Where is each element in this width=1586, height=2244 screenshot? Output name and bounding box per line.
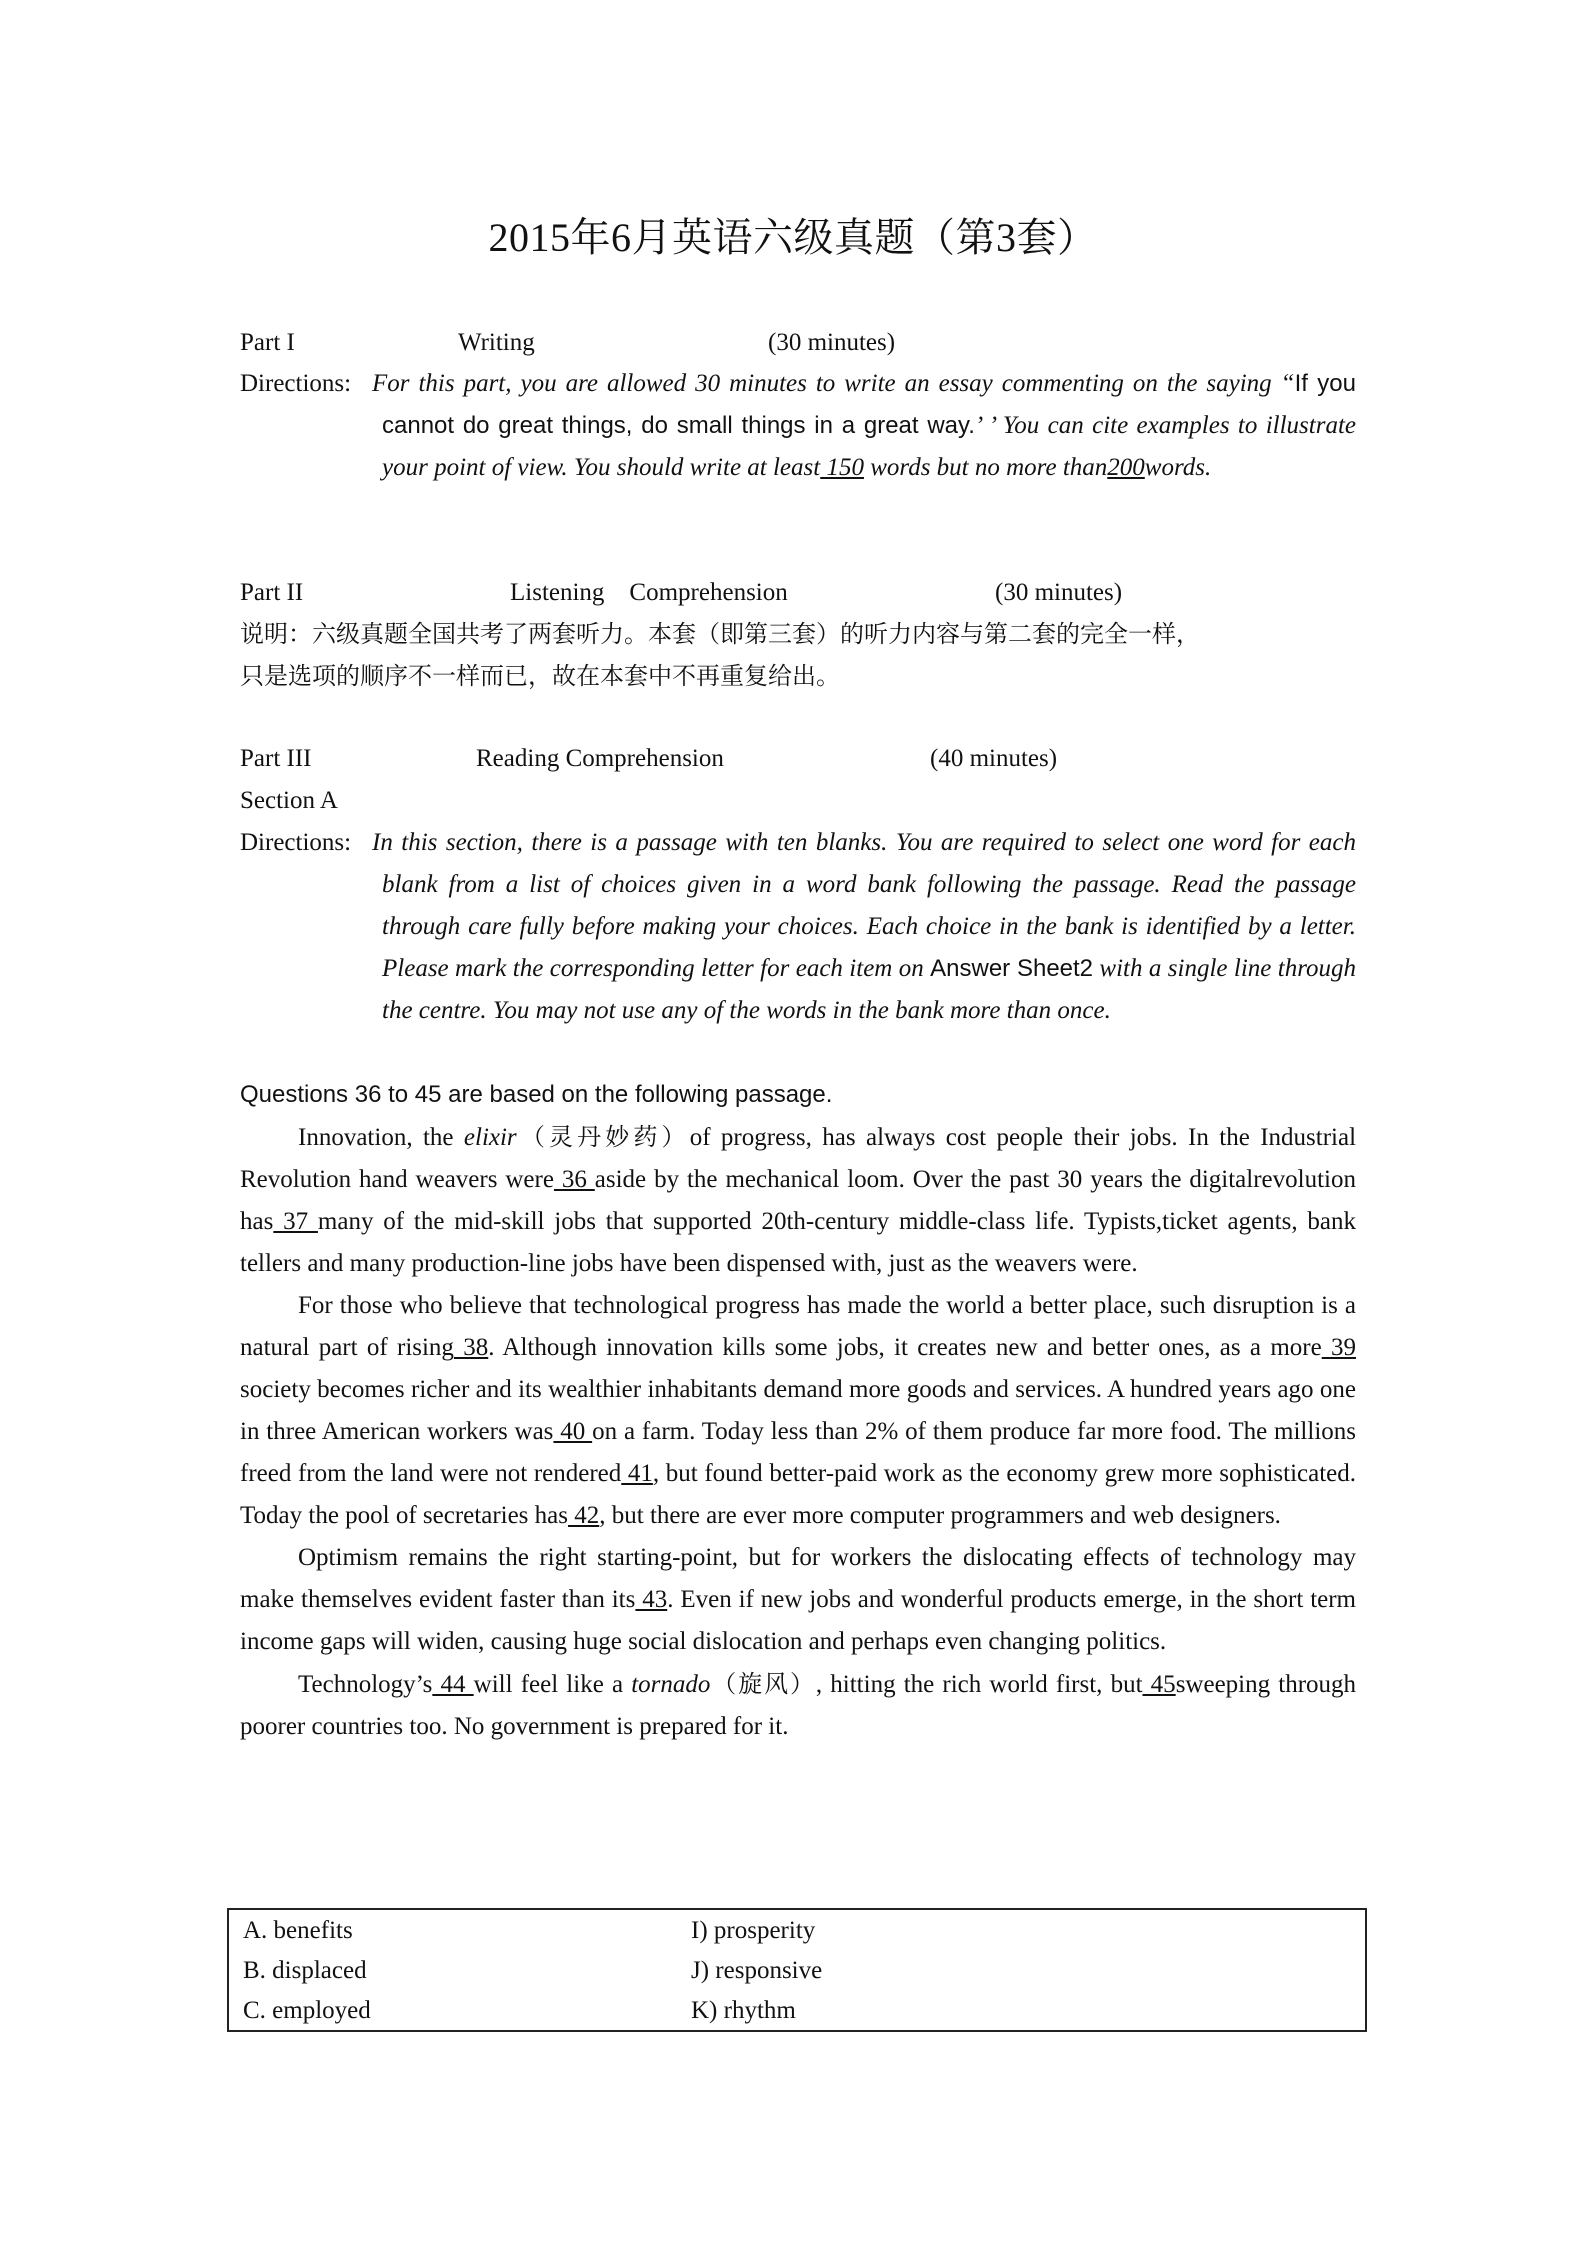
reading-passage	[240, 1116, 1356, 1748]
directions-quote: If you cannot do great things, do small things in a great way.	[382, 370, 1356, 439]
passage-text: . Although innovation kills some jobs, it creates new and better ones, as a more	[488, 1334, 1322, 1361]
word-bank-option: A. benefits	[243, 1917, 353, 1944]
passage-text: , but found better-paid work as the economy grew more sophisticated. Today the pool of secretaries has	[240, 1460, 1357, 1529]
part1-directions	[240, 363, 1356, 489]
passage-text: Optimism remains the right starting-point, but for workers the dislocating effects of technology may make themselves evident faster than its	[240, 1544, 1356, 1613]
part1-directions-label: Directions:	[240, 370, 352, 397]
blank-43: 43	[635, 1586, 668, 1613]
blank-38: 38	[453, 1334, 489, 1361]
blank-41: 41	[621, 1460, 653, 1487]
part3-time: (40 minutes)	[930, 745, 1058, 772]
word-bank-option: B. displaced	[243, 1957, 367, 1984]
passage-paragraph-3	[240, 1537, 1356, 1663]
term-elixir-cn: （灵丹妙药）	[516, 1123, 690, 1151]
part2-note-line1: 说明：六级真题全国共考了两套听力。本套（即第三套）的听力内容与第二套的完全一样，	[240, 620, 1200, 648]
max-words: 200	[1107, 454, 1145, 481]
min-words: 150	[820, 454, 864, 481]
word-bank-option: K) rhythm	[691, 1997, 796, 2024]
answer-sheet: Answer Sheet2	[930, 955, 1094, 982]
blank-40: 40	[553, 1418, 593, 1445]
passage-text: of progress, has always cost people their jobs. In the Industrial Revolution hand weavers were	[240, 1124, 1357, 1193]
passage-text: society becomes richer and its wealthier inhabitants demand more goods and services. A hundred years ago one in three American workers was	[240, 1376, 1356, 1445]
term-tornado: tornado	[631, 1671, 711, 1698]
passage-text: will feel like a	[473, 1671, 632, 1698]
part1-directions-text	[372, 363, 1356, 489]
directions-text: words but no more than	[863, 454, 1108, 481]
word-bank-box	[227, 1908, 1367, 2032]
passage-text: Technology’s	[298, 1671, 433, 1698]
passage-text: Innovation, the	[298, 1124, 464, 1151]
passage-paragraph-1	[240, 1116, 1356, 1285]
part3-label: Part III	[240, 745, 312, 772]
directions-text: with a single line through the centre. You may not use any of the words in the bank more than once.	[382, 955, 1356, 1024]
passage-text: aside by the mechanical loom. Over the past 30 years the digitalrevolution has	[240, 1166, 1356, 1235]
part2-note-line2: 只是选项的顺序不一样而已，故在本套中不再重复给出。	[240, 662, 840, 690]
term-tornado-cn: （旋风）	[710, 1670, 816, 1698]
questions-intro: Questions 36 to 45 are based on the following passage.	[240, 1081, 833, 1108]
page-title: 2015年6月英语六级真题（第3套）	[488, 215, 1098, 260]
directions-text: For this part, you are allowed 30 minutes to write an essay commenting on the saying “	[372, 370, 1295, 397]
part3-name: Reading Comprehension	[476, 745, 724, 772]
part2-time: (30 minutes)	[995, 579, 1123, 606]
passage-text: , hitting the rich world first, but	[815, 1671, 1143, 1698]
passage-text: For those who believe that technological progress has made the world a better place, such disruption is a natural part of rising	[240, 1292, 1356, 1361]
passage-text: on a farm. Today less than 2% of them produce far more food. The millions freed from the land were not rendered	[240, 1418, 1356, 1487]
part1-name: Writing	[458, 329, 535, 356]
part1-header	[240, 322, 896, 364]
passage-paragraph-4	[240, 1663, 1356, 1748]
part1-time: (30 minutes)	[768, 329, 896, 356]
blank-44: 44	[432, 1671, 474, 1698]
term-elixir: elixir	[463, 1124, 517, 1151]
directions-text: ’ ’ You can cite examples to illustrate your point of view. You should write at least	[382, 412, 1356, 481]
blank-37: 37	[273, 1208, 318, 1235]
word-bank-row	[243, 1910, 1343, 1952]
blank-39: 39	[1321, 1334, 1356, 1361]
part1-label: Part I	[240, 329, 295, 356]
word-bank-option: I) prosperity	[691, 1917, 816, 1944]
directions-text: In this section, there is a passage with ten blanks. You are required to select one word for each blank from a list of choices given in a word bank following the passage. Read the passage through care fully before making your choices. Each choice in the bank is identified by a letter. Please mark the corresponding letter for each item on	[372, 829, 1356, 982]
word-bank-option: J) responsive	[691, 1957, 823, 1984]
blank-42: 42	[568, 1502, 600, 1529]
word-bank-option: C. employed	[243, 1997, 371, 2024]
word-bank-row	[243, 1950, 1343, 1992]
part2-label: Part II	[240, 579, 304, 606]
part3-header	[240, 738, 1058, 780]
section-a-label: Section A	[240, 787, 338, 814]
blank-45: 45	[1142, 1671, 1176, 1698]
directions-text: words.	[1144, 454, 1212, 481]
part3-directions-text	[372, 822, 1356, 1032]
passage-text: many of the mid-skill jobs that supported 20th-century middle-class life. Typists,ticket agents, bank tellers and many production-line jobs have been dispensed with, just as the weavers were.	[240, 1208, 1356, 1277]
part2-name: Listening Comprehension	[510, 579, 788, 606]
part3-directions	[240, 822, 1356, 1032]
part3-directions-label: Directions:	[240, 829, 352, 856]
passage-text: sweeping through poorer countries too. No government is prepared for it.	[240, 1671, 1357, 1740]
blank-36: 36	[553, 1166, 595, 1193]
part2-header	[240, 572, 1123, 614]
word-bank-row	[243, 1990, 1343, 2032]
passage-text: . Even if new jobs and wonderful products emerge, in the short term income gaps will widen, causing huge social dislocation and perhaps even changing politics.	[240, 1586, 1357, 1655]
passage-paragraph-2	[240, 1285, 1356, 1537]
passage-text: , but there are ever more computer programmers and web designers.	[599, 1502, 1281, 1529]
